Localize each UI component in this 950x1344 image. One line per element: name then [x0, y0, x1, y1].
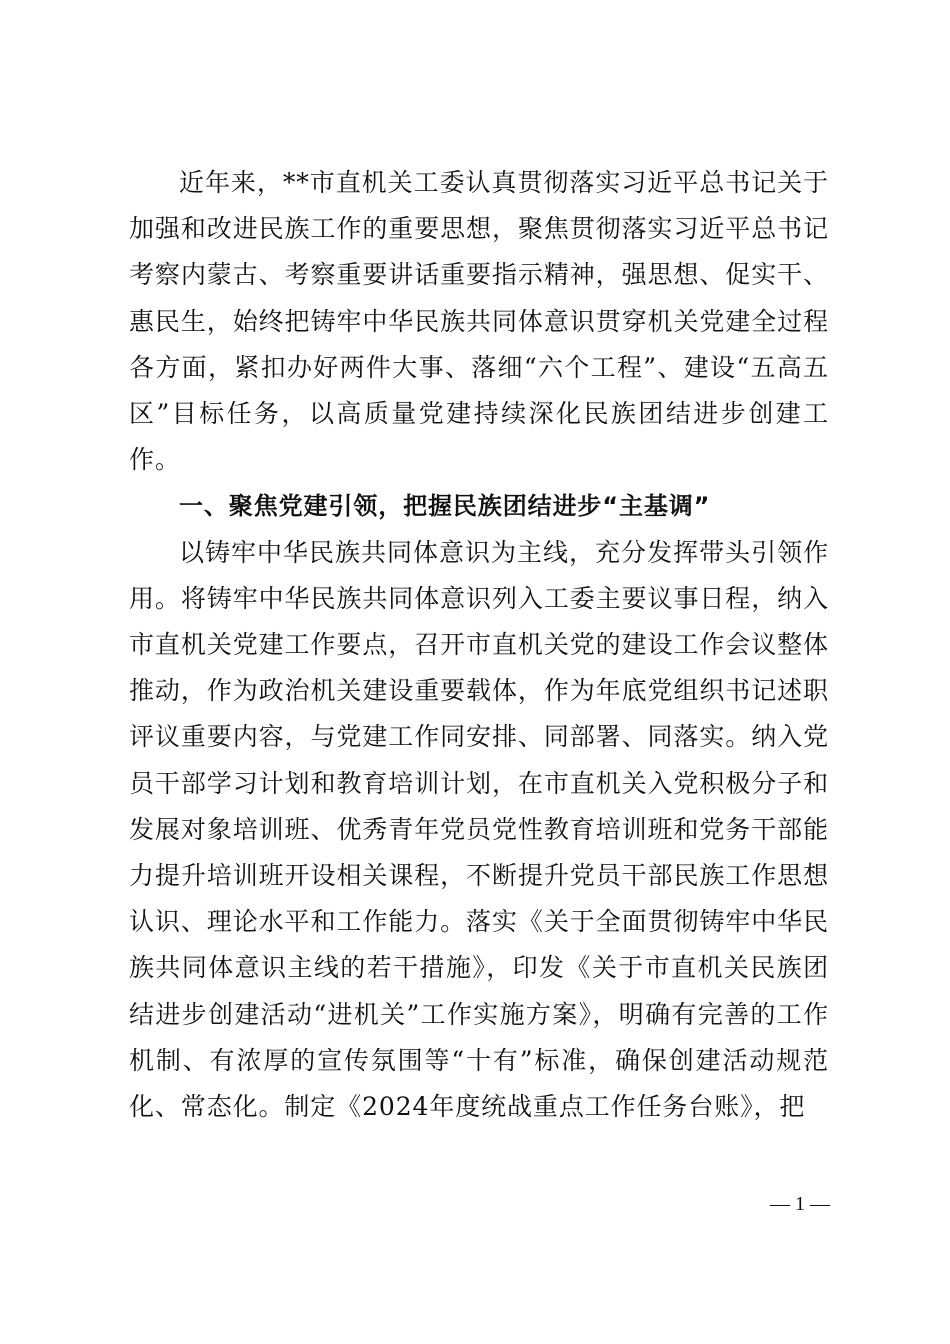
section-heading-1: 一、聚焦党建引领，把握民族团结进步“主基调”	[179, 492, 711, 521]
page-number: — 1 —	[770, 1193, 830, 1215]
intro-paragraph: 近年来，**市直机关工委认真贯彻落实习近平总书记关于加强和改进民族工作的重要思想，聚焦贯彻落实习近平总书记考察内蒙古、考察重要讲话重要指示精神，强思想、促实干、惠民生，始终把铸牢中华民族共同体意识贯穿机关党建全过程各方面，紧扣办好两件大事、落细“六个工程”、建设“五高五区”目标任务，以高质量党建持续深化民族团结进步创建工作。	[129, 168, 829, 475]
document-body	[129, 160, 829, 1130]
section-1-paragraph: 以铸牢中华民族共同体意识为主线，充分发挥带头引领作用。将铸牢中华民族共同体意识列入工委主要议事日程，纳入市直机关党建工作要点，召开市直机关党的建设工作会议整体推动，作为政治机关建设重要载体，作为年底党组织书记述职评议重要内容，与党建工作同安排、同部署、同落实。纳入党员干部学习计划和教育培训计划，在市直机关入党积极分子和发展对象培训班、优秀青年党员党性教育培训班和党务干部能力提升培训班开设相关课程，不断提升党员干部民族工作思想认识、理论水平和工作能力。落实《关于全面贯彻铸牢中华民族共同体意识主线的若干措施》，印发《关于市直机关民族团结进步创建活动“进机关”工作实施方案》，明确有完善的工作机制、有浓厚的宣传氛围等“十有”标准，确保创建活动规范化、常态化。制定《2024年度统战重点工作任务台账》，把	[129, 537, 829, 1122]
